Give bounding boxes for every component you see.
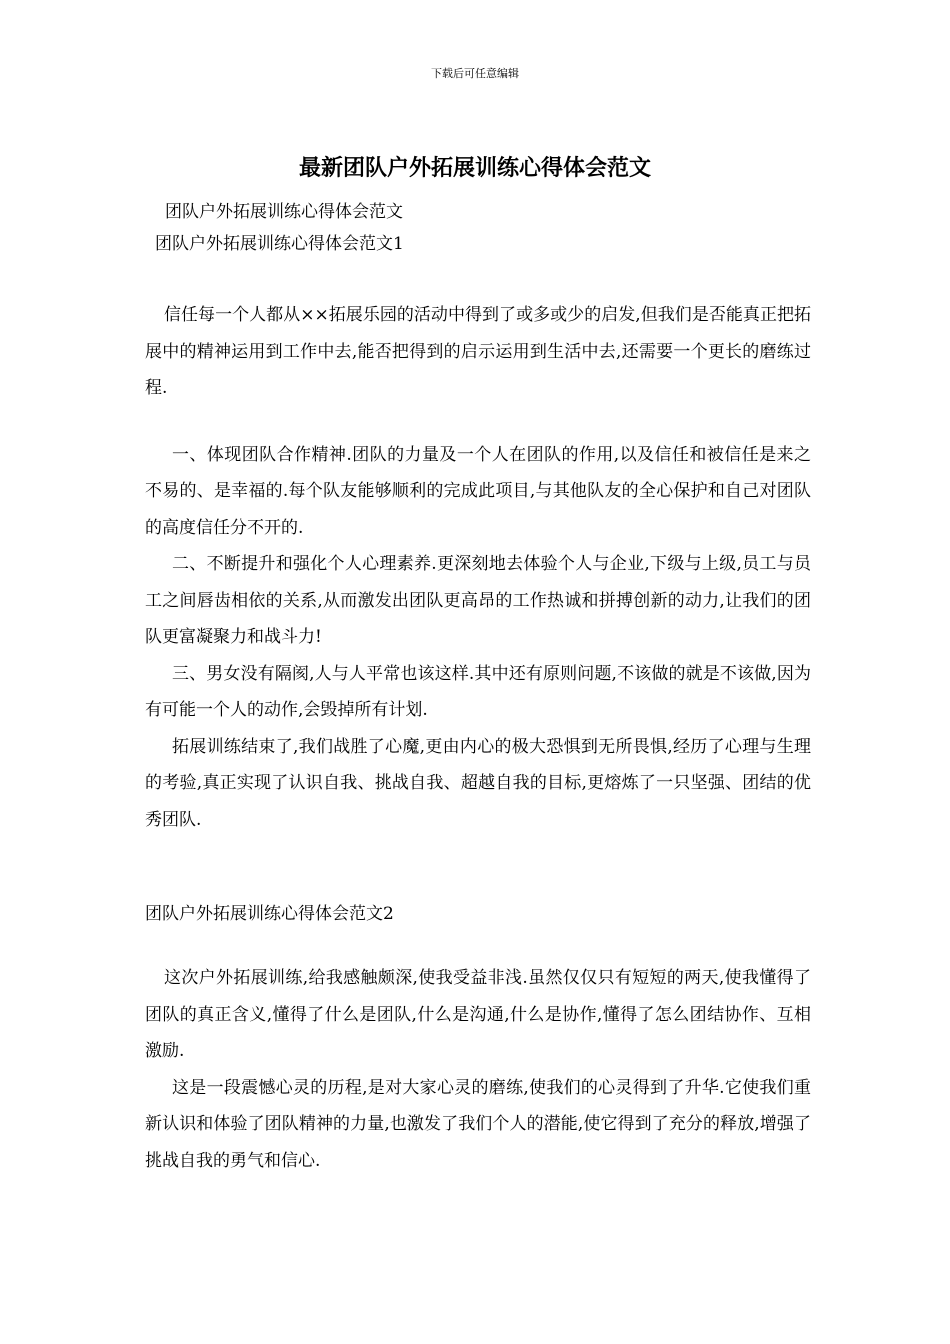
- header-note: 下载后可任意编辑: [431, 67, 519, 80]
- section-2-paragraph-2: 这是一段震憾心灵的历程,是对大家心灵的磨练,使我们的心灵得到了升华.它使我们重新认识和体验了团队精神的力量,也激发了我们个人的潜能,使它得到了充分的释放,增强了挑战自我的勇气和信心.: [145, 1077, 811, 1171]
- section-2-paragraph-1: 这次户外拓展训练,给我感触颇深,使我受益非浅.虽然仅仅只有短短的两天,使我懂得了团队的真正含义,懂得了什么是团队,什么是沟通,什么是协作,懂得了怎么团结协作、互相激励.: [145, 968, 811, 1061]
- section-1-paragraph-intro: 信任每一个人都从××拓展乐园的活动中得到了或多或少的启发,但我们是否能真正把拓展中的精神运用到工作中去,能否把得到的启示运用到生活中去,还需要一个更长的磨练过程.: [145, 305, 811, 398]
- document-subtitle: 团队户外拓展训练心得体会范文: [165, 202, 403, 222]
- section-1-paragraph-point-3: 三、男女没有隔阂,人与人平常也该这样.其中还有原则问题,不该做的就是不该做,因为有可能一个人的动作,会毁掉所有计划.: [145, 663, 811, 720]
- section-1-paragraph-point-1: 一、体现团队合作精神.团队的力量及一个人在团队的作用,以及信任和被信任是来之不易的、是幸福的.每个队友能够顺利的完成此项目,与其他队友的全心保护和自己对团队的高度信任分不开的.: [145, 444, 811, 538]
- section-1-heading: 团队户外拓展训练心得体会范文1: [155, 234, 404, 254]
- document-body: [145, 196, 811, 1179]
- document-title: 最新团队户外拓展训练心得体会范文: [298, 155, 651, 181]
- section-1-paragraph-conclusion: 拓展训练结束了,我们战胜了心魔,更由内心的极大恐惧到无所畏惧,经历了心理与生理的考验,真正实现了认识自我、挑战自我、超越自我的目标,更熔炼了一只坚强、团结的优秀团队.: [145, 736, 811, 830]
- section-2-heading: 团队户外拓展训练心得体会范文2: [145, 904, 394, 924]
- section-1-paragraph-point-2: 二、不断提升和强化个人心理素养.更深刻地去体验个人与企业,下级与上级,员工与员工之间唇齿相依的关系,从而激发出团队更高昂的工作热诚和拼搏创新的动力,让我们的团队更富凝聚力和战斗力!: [145, 554, 811, 647]
